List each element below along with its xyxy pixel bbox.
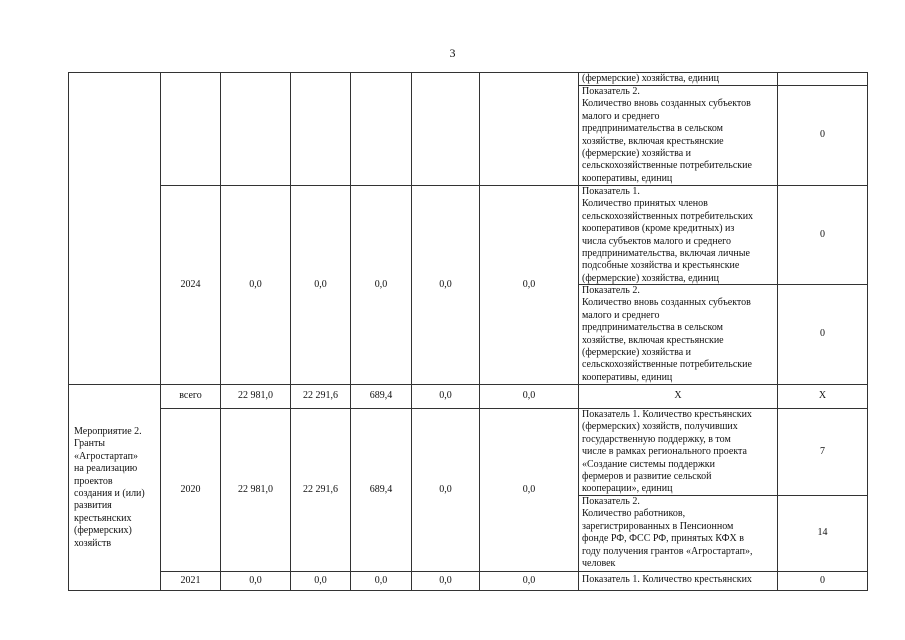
value-cell: 0,0 — [439, 483, 452, 495]
indicator-1-2020: Показатель 1. Количество крестьянских (фермерских) хозяйств, получивших государственную поддержку, в том числе в рамках регионального проекта «Создание системы поддержки фермеров и развитие сельской кооперации», единиц — [582, 409, 752, 495]
page-number: 3 — [449, 46, 456, 60]
value-cell: 0,0 — [249, 574, 262, 586]
year-2021: 2021 — [180, 574, 201, 586]
total-indicator: Х — [674, 390, 682, 402]
table-border-right — [867, 72, 868, 591]
indicator-2-2020-value: 14 — [817, 527, 828, 539]
table-border-left — [68, 72, 69, 591]
value-cell: 689,4 — [369, 390, 393, 402]
indicator-1-2021: Показатель 1. Количество крестьянских — [582, 574, 752, 585]
indicator-2-top: Показатель 2. Количество вновь созданных субъектов малого и среднего предпринимательства в сельском хозяйстве, включая крестьянские (фермерские) хозяйства и сельскохозяйственные потребительские кооперативы, единиц — [582, 86, 752, 184]
value-cell: 22 291,6 — [303, 483, 338, 495]
total-label: всего — [179, 390, 202, 402]
value-cell: 689,4 — [369, 483, 393, 495]
value-cell: 22 291,6 — [303, 390, 338, 402]
indicator-1-2020-value: 7 — [820, 445, 825, 457]
value-cell: 0,0 — [314, 574, 327, 586]
year-2020: 2020 — [180, 483, 201, 495]
value-cell: 0,0 — [522, 483, 536, 495]
indicator-1-2021-value: 0 — [820, 574, 825, 586]
value-cell: 0,0 — [249, 278, 262, 290]
year-2024: 2024 — [180, 278, 201, 290]
indicator-continued: (фермерские) хозяйства, единиц — [582, 73, 719, 84]
table-col-divider — [578, 72, 579, 591]
indicator-2-2024: Показатель 2. Количество вновь созданных субъектов малого и среднего предпринимательства в сельском хозяйстве, включая крестьянские (фермерские) хозяйства и сельскохозяйственные потребительские кооперативы, единиц — [582, 285, 752, 383]
indicator-1-2024-value: 0 — [820, 228, 825, 240]
value-cell: 0,0 — [522, 278, 536, 290]
value-cell: 0,0 — [374, 574, 388, 586]
value-cell: 0,0 — [439, 390, 452, 402]
value-cell: 0,0 — [522, 390, 536, 402]
value-cell: 0,0 — [374, 278, 388, 290]
value-cell: 0,0 — [439, 278, 452, 290]
indicator-2-2024-value: 0 — [820, 328, 825, 340]
measure-2-name: Мероприятие 2. Гранты «Агростартап» на реализацию проектов создания и (или) развития крестьянских (фермерских) хозяйств — [74, 426, 145, 549]
total-indicator-value: Х — [818, 390, 827, 402]
value-cell: 0,0 — [522, 574, 536, 586]
indicator-1-2024: Показатель 1. Количество принятых членов сельскохозяйственных потребительских кооперативов (кроме кредитных) из числа субъектов малого и среднего предпринимательства, включая личные подсобные хозяйства и крестьянские (фермерские) хозяйства, единиц — [582, 186, 754, 284]
indicator-2-2020: Показатель 2. Количество работников, зарегистрированных в Пенсионном фонде РФ, ФСС РФ, принятых КФХ в году получения грантов «Агростартап», человек — [582, 496, 753, 570]
indicator-2-top-value: 0 — [820, 129, 825, 141]
value-cell: 22 981,0 — [238, 483, 273, 495]
value-cell: 0,0 — [439, 574, 452, 586]
value-cell: 22 981,0 — [238, 390, 273, 402]
table-border-bottom — [68, 590, 868, 591]
value-cell: 0,0 — [314, 278, 327, 290]
